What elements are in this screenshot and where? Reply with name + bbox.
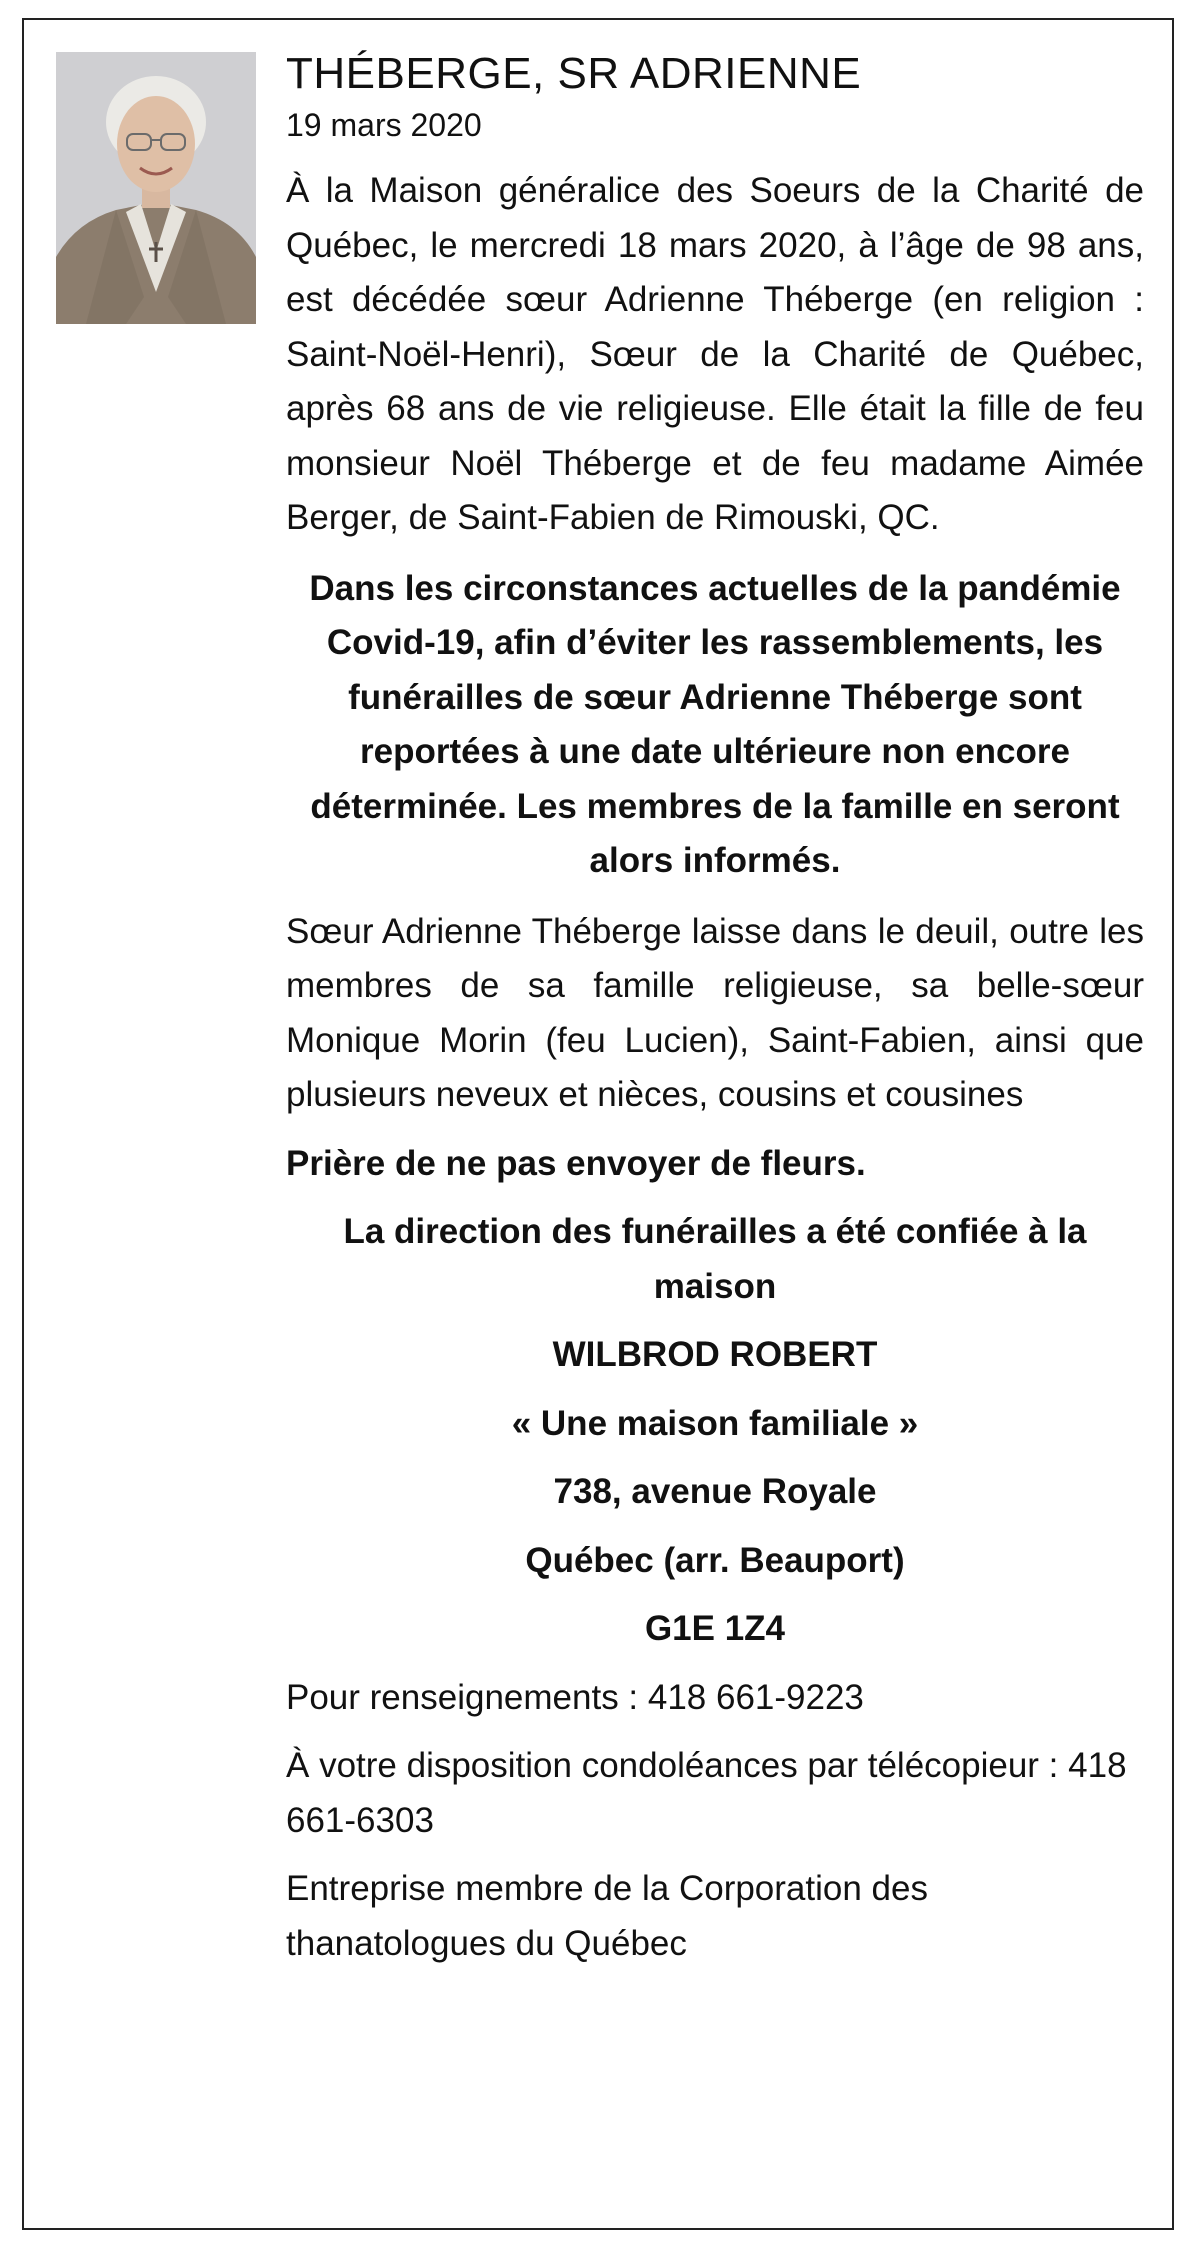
funeral-home-postal-code: G1E 1Z4 [644, 1609, 786, 1648]
no-flowers-note: Prière de ne pas envoyer de fleurs. [286, 1143, 866, 1183]
portrait-photo [56, 52, 256, 324]
survivors-paragraph: Sœur Adrienne Théberge laisse dans le deuil, outre les membres de sa famille religieuse, sa belle-sœur Monique Morin (feu Lucien), Saint-Fabien, ainsi que plusieurs neveux et nièces, cousins et cousines [286, 911, 1144, 1114]
funeral-direction-text: La direction des funérailles a été confiée à la maison [343, 1212, 1087, 1306]
deceased-name: THÉBERGE, SR ADRIENNE [286, 49, 862, 98]
funeral-home-name: WILBROD ROBERT [552, 1335, 878, 1374]
portrait-image [56, 52, 256, 324]
funeral-home-city: Québec (arr. Beauport) [525, 1540, 905, 1580]
obituary-content [286, 48, 1144, 1971]
funeral-home-slogan: « Une maison familiale » [511, 1403, 919, 1443]
publication-date: 19 mars 2020 [286, 107, 482, 143]
membership-note: Entreprise membre de la Corporation des thanatologues du Québec [286, 1869, 928, 1963]
covid-notice: Dans les circonstances actuelles de la pandémie Covid-19, afin d’éviter les rassemblements, les funérailles de sœur Adrienne Théberge sont reportées à une date ultérieure non encore déterminée. Les membres de la famille en seront alors informés. [309, 568, 1121, 880]
fax-condolences: À votre disposition condoléances par télécopieur : 418 661-6303 [286, 1746, 1127, 1840]
intro-paragraph: À la Maison généralice des Soeurs de la Charité de Québec, le mercredi 18 mars 2020, à l’âge de 98 ans, est décédée sœur Adrienne Théberge (en religion : Saint-Noël-Henri), Sœur de la Charité de Québec, après 68 ans de vie religieuse. Elle était la fille de feu monsieur Noël Théberge et de feu madame Aimée Berger, de Saint-Fabien de Rimouski, QC. [286, 171, 1144, 537]
info-phone: Pour renseignements : 418 661-9223 [286, 1677, 864, 1717]
funeral-home-address: 738, avenue Royale [553, 1472, 877, 1511]
